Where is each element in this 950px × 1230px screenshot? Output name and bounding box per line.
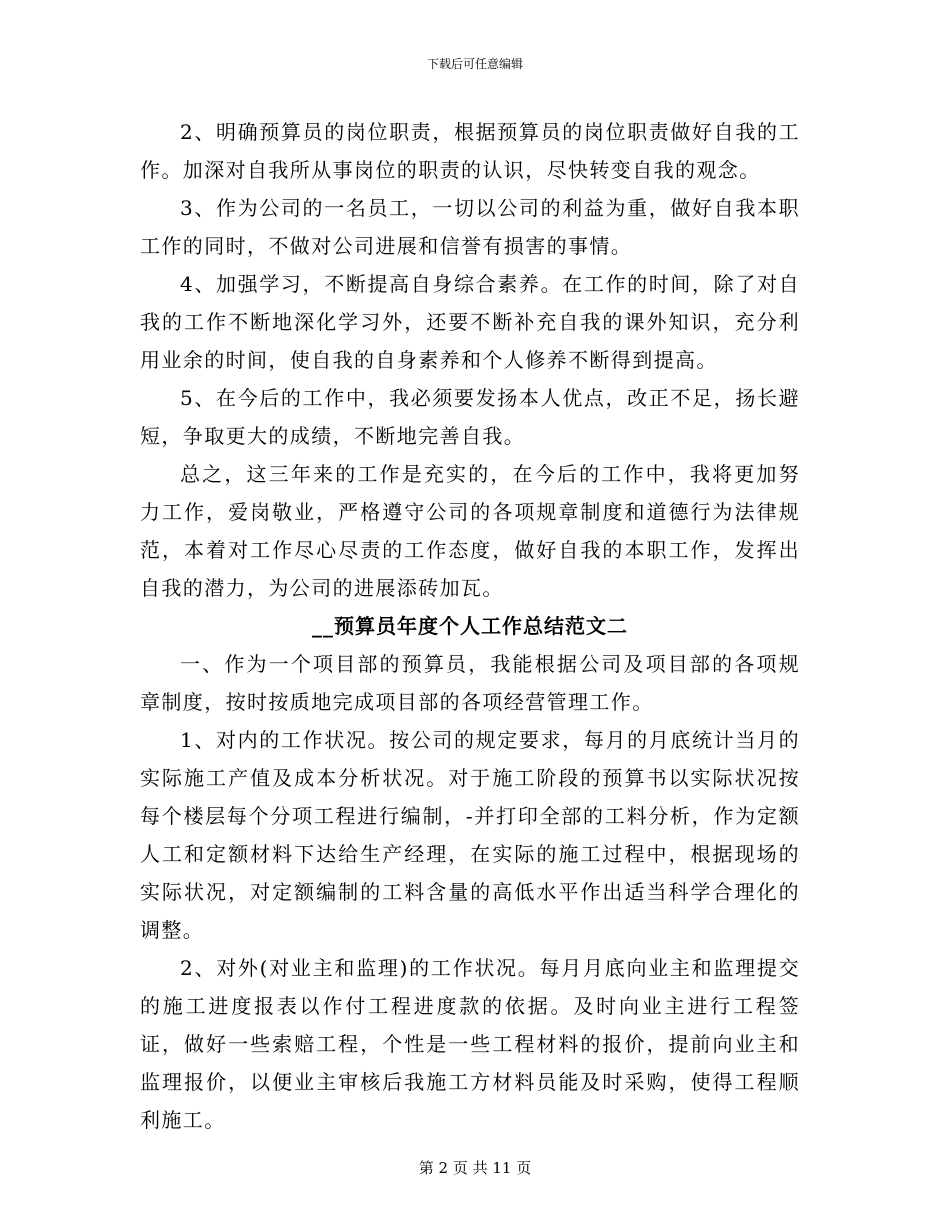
paragraph: 一、作为一个项目部的预算员，我能根据公司及项目部的各项规章制度，按时按质地完成项目部的各项经营管理工作。 [140,652,800,714]
paragraph: 2、对外(对业主和监理)的工作状况。每月月底向业主和监理提交的施工进度报表以作付工程进度款的依据。及时向业主进行工程签证，做好一些索赔工程，个性是一些工程材料的报价，提前向业主和监理报价，以便业主审核后我施工方材料员能及时采购，使得工程顺利施工。 [140,956,800,1132]
page-header: 下载后可任意编辑 [426,57,523,71]
paragraph: 1、对内的工作状况。按公司的规定要求，每月的月底统计当月的实际施工产值及成本分析状况。对于施工阶段的预算书以实际状况按每个楼层每个分项工程进行编制，-并打印全部的工料分析，作为定额人工和定额材料下达给生产经理，在实际的施工过程中，根据现场的实际状况，对定额编制的工料含量的高低水平作出适当科学合理化的调整。 [140,728,800,942]
paragraph: 2、明确预算员的岗位职责，根据预算员的岗位职责做好自我的工作。加深对自我所从事岗位的职责的认识，尽快转变自我的观念。 [140,120,800,182]
paragraph: 总之，这三年来的工作是充实的，在今后的工作中，我将更加努力工作，爱岗敬业，严格遵守公司的各项规章制度和道德行为法律规范，本着对工作尽心尽责的工作态度，做好自我的本职工作，发挥出自我的潜力，为公司的进展添砖加瓦。 [140,462,800,600]
section-title: __预算员年度个人工作总结范文二 [312,614,628,638]
paragraph: 3、作为公司的一名员工，一切以公司的利益为重，做好自我本职工作的同时，不做对公司进展和信誉有损害的事情。 [140,196,800,258]
paragraph: 5、在今后的工作中，我必须要发扬本人优点，改正不足，扬长避短，争取更大的成绩，不断地完善自我。 [140,386,800,448]
paragraph: 4、加强学习，不断提高自身综合素养。在工作的时间，除了对自我的工作不断地深化学习外，还要不断补充自我的课外知识，充分利用业余的时间，使自我的自身素养和个人修养不断得到提高。 [140,272,800,372]
page-footer: 第 2 页 共 11 页 [418,1159,532,1177]
document-body [140,113,800,1139]
